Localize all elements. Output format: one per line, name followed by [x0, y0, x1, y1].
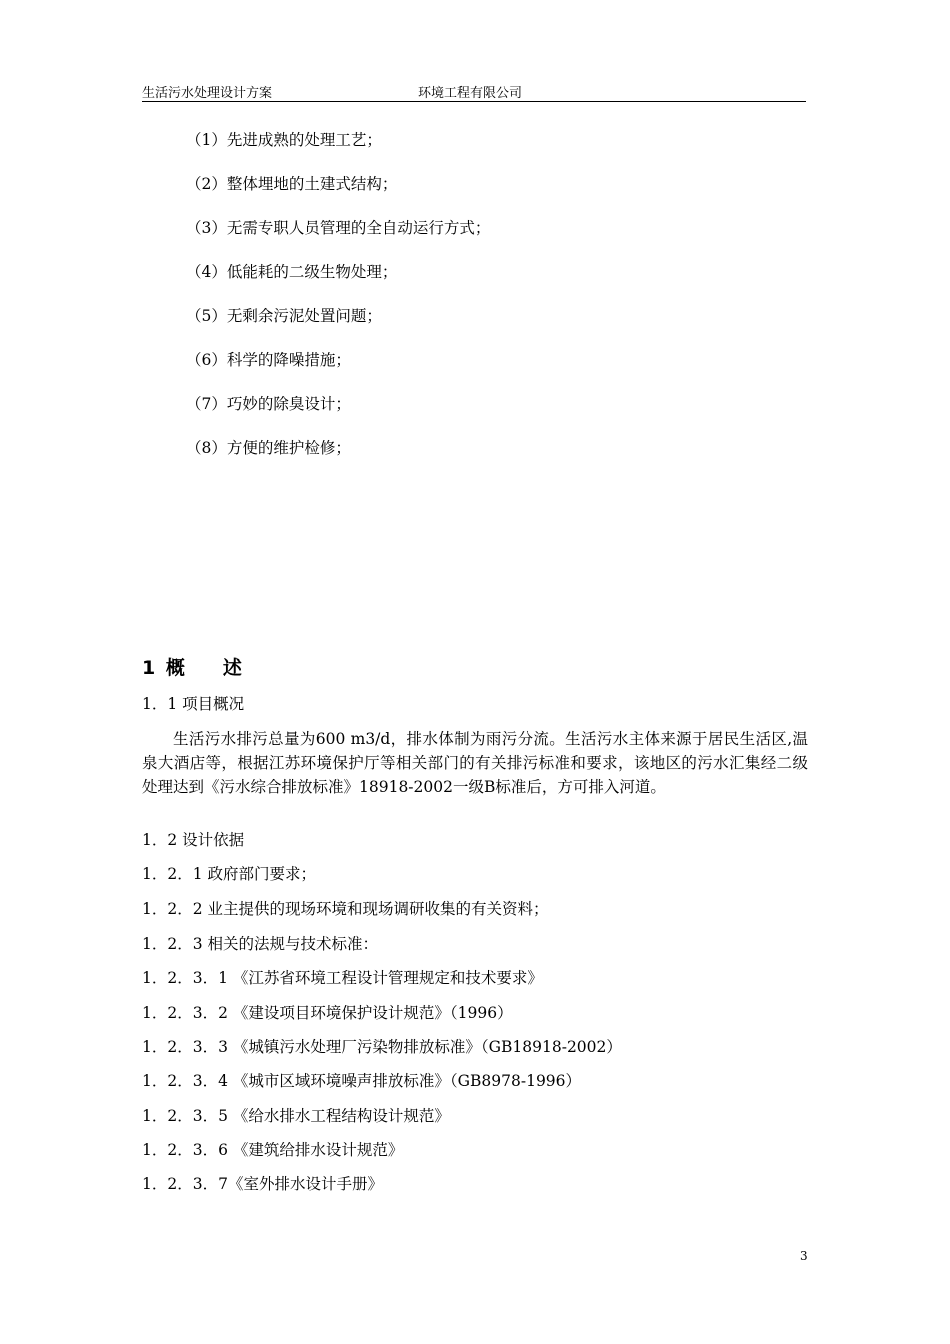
list-item: 1．2．3．7《室外排水设计手册》: [142, 1175, 383, 1193]
section-title-part: 概: [165, 657, 185, 679]
feature-item: （3）无需专职人员管理的全自动运行方式；: [186, 219, 491, 237]
list-item: 1．2．3．1 《江苏省环境工程设计管理规定和技术要求》: [142, 969, 543, 987]
header-document-title: 生活污水处理设计方案: [142, 86, 273, 101]
section-title-part: 述: [222, 657, 242, 679]
feature-item: （2）整体埋地的土建式结构；: [186, 175, 398, 193]
list-item: 1．2．2 业主提供的现场环境和现场调研收集的有关资料；: [142, 900, 549, 918]
page-header: [142, 81, 806, 102]
list-item: 1．2．3 相关的法规与技术标准：: [142, 935, 379, 953]
feature-item: （4）低能耗的二级生物处理；: [186, 263, 398, 281]
page-number: 3: [800, 1249, 808, 1263]
list-item: 1．2．3．6 《建筑给排水设计规范》: [142, 1141, 404, 1159]
feature-item: （6）科学的降噪措施；: [186, 351, 351, 369]
feature-item: （8）方便的维护检修；: [186, 439, 351, 457]
section-number: 1: [142, 657, 156, 679]
list-item: 1．2．3．2 《建设项目环境保护设计规范》（1996）: [142, 1004, 513, 1022]
header-company-name: 环境工程有限公司: [418, 86, 523, 101]
subsection-heading: 1．2 设计依据: [142, 831, 245, 849]
list-item: 1．2．1 政府部门要求；: [142, 865, 317, 883]
list-item: 1．2．3．3 《城镇污水处理厂污染物排放标准》（GB18918-2002）: [142, 1038, 622, 1056]
feature-item: （5）无剩余污泥处置问题；: [186, 307, 382, 325]
feature-item: （7）巧妙的除臭设计；: [186, 395, 351, 413]
feature-item: （1）先进成熟的处理工艺；: [186, 131, 382, 149]
subsection-heading: 1．1 项目概况: [142, 695, 245, 713]
list-item: 1．2．3．4 《城市区域环境噪声排放标准》（GB8978-1996）: [142, 1072, 582, 1090]
list-item: 1．2．3．5 《给水排水工程结构设计规范》: [142, 1107, 450, 1125]
overview-paragraph: 生活污水排污总量为600 m3/d，排水体制为雨污分流。生活污水主体来源于居民生活区,温泉大酒店等，根据江苏环境保护厅等相关部门的有关排污标准和要求，该地区的污水汇集经二级处理达到《污水综合排放标准》18918-2002一级B标准后，方可排入河道。: [142, 730, 808, 796]
section-heading: [142, 653, 242, 680]
